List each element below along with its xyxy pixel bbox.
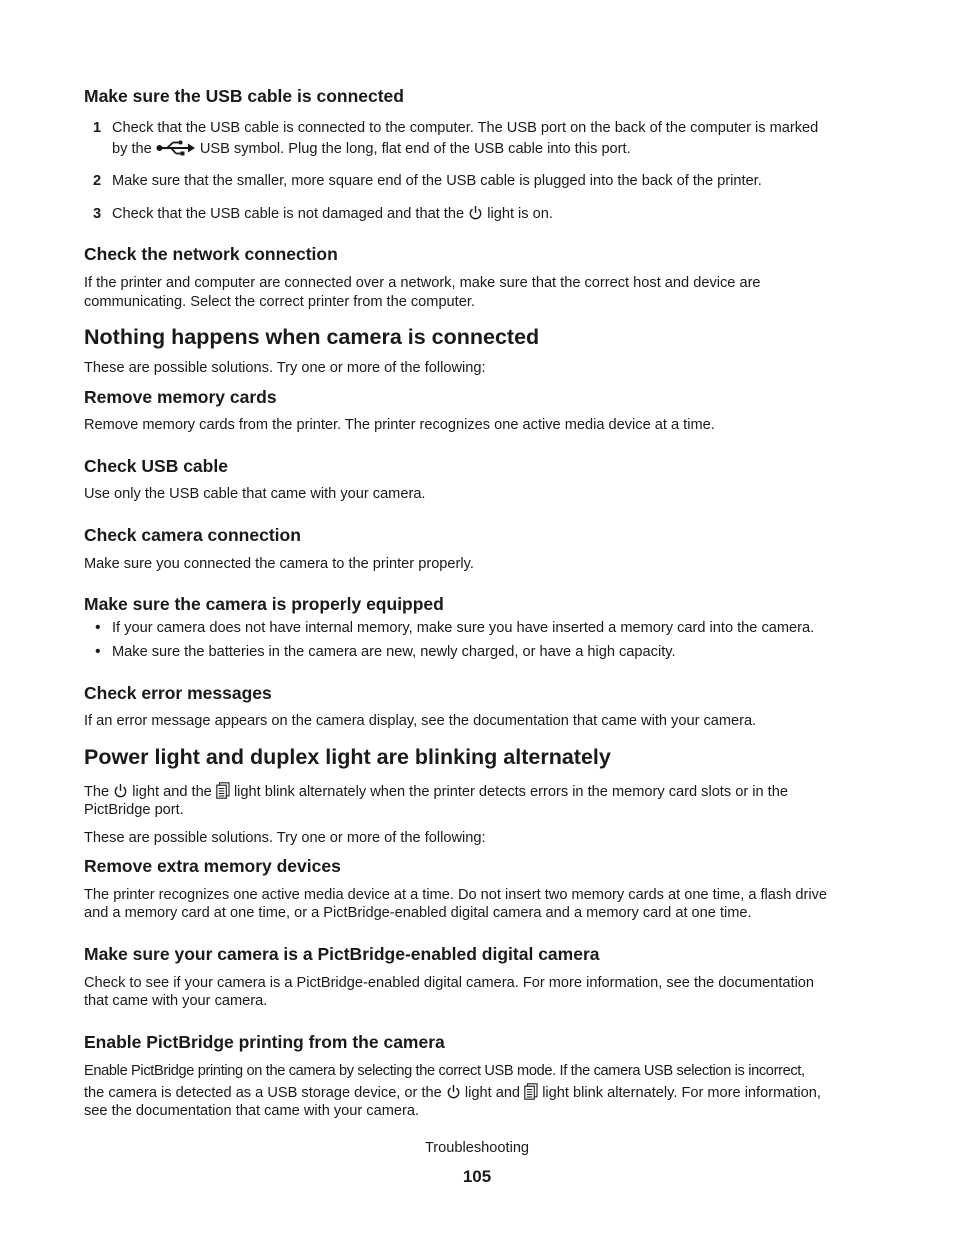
enable-printing-line-3: see the documentation that came with your camera. [84,1103,420,1119]
step-3-before-icon: Check that the USB cable is not damaged and that the [112,206,465,222]
equipped-bullet-1: If your camera does not have internal memory, make sure you have inserted a memory card into the camera. [112,620,815,636]
network-text-line-2: communicating. Select the correct printer from the computer. [84,294,475,310]
error-messages-text: If an error message appears on the camera display, see the documentation that came with your camera. [84,713,757,729]
step-3-after-icon: light is on. [487,206,553,222]
footer-label: Troubleshooting [424,1140,530,1156]
bullet-marker: • [95,619,101,636]
extra-devices-heading: Remove extra memory devices [84,856,341,876]
power-icon [446,1084,461,1106]
step-1-before-icon: by the [112,141,152,157]
check-usb-cable-heading: Check USB cable [84,456,228,476]
camera-connection-text: Make sure you connected the camera to the printer properly. [84,556,474,572]
properly-equipped-heading: Make sure the camera is properly equipped [84,594,444,614]
blink-intro: These are possible solutions. Try one or more of the following: [84,830,486,846]
step-number: 2 [93,173,102,189]
step-1-after-icon: USB symbol. Plug the long, flat end of the USB cable into this port. [199,141,631,157]
enable-text-a: the camera is detected as a USB storage device, or the [84,1085,442,1101]
bullet-marker: • [95,643,101,660]
duplex-icon [524,1083,538,1106]
step-2-text: Make sure that the smaller, more square end of the USB cable is plugged into the back of the printer. [112,173,762,189]
usb-cable-heading: Make sure the USB cable is connected [84,86,404,106]
camera-section-heading: Nothing happens when camera is connected [84,325,540,349]
blink-para-line-2: PictBridge port. [84,802,184,818]
extra-devices-line-2: and a memory card at one time, or a PictBridge-enabled digital camera and a memory card at one time. [84,905,752,921]
camera-connection-heading: Check camera connection [84,525,301,545]
network-text-line-1: If the printer and computer are connected over a network, make sure that the correct host and device are [84,275,761,291]
step-1-line-2 [112,140,631,162]
enable-text-c: light blink alternately. For more information, [542,1085,821,1101]
pictbridge-camera-line-2: that came with your camera. [84,993,268,1009]
camera-intro: These are possible solutions. Try one or more of the following: [84,360,486,376]
duplex-icon [216,782,230,805]
step-3-line [112,205,553,227]
step-1-line-1: Check that the USB cable is connected to the computer. The USB port on the back of the computer is marked [112,120,819,136]
extra-devices-line-1: The printer recognizes one active media device at a time. Do not insert two memory cards at one time, a flash drive [84,887,827,903]
enable-printing-heading: Enable PictBridge printing from the camera [84,1032,445,1052]
blink-text-b: light and the [132,784,212,800]
equipped-bullet-2: Make sure the batteries in the camera are new, newly charged, or have a high capacity. [112,644,676,660]
blink-para-line-1 [84,782,788,805]
enable-printing-line-1: Enable PictBridge printing on the camera by selecting the correct USB mode. If the camera USB selection is incorrect, [84,1063,805,1079]
remove-memory-heading: Remove memory cards [84,387,277,407]
page-number: 105 [462,1167,492,1186]
pictbridge-camera-heading: Make sure your camera is a PictBridge-enabled digital camera [84,944,600,964]
step-number: 3 [93,206,102,222]
blink-section-heading: Power light and duplex light are blinking alternately [84,745,611,769]
power-icon [468,205,483,227]
step-number: 1 [93,120,102,136]
blink-text-a: The [84,784,110,800]
usb-symbol-icon [156,140,196,162]
check-usb-cable-text: Use only the USB cable that came with your camera. [84,486,426,502]
pictbridge-camera-line-1: Check to see if your camera is a PictBridge-enabled digital camera. For more information, see the documentation [84,975,815,991]
network-connection-heading: Check the network connection [84,244,338,264]
enable-text-b: light and [464,1085,521,1101]
blink-text-c: light blink alternately when the printer detects errors in the memory card slots or in the [233,784,788,800]
error-messages-heading: Check error messages [84,683,272,703]
remove-memory-text: Remove memory cards from the printer. The printer recognizes one active media device at a time. [84,417,715,433]
